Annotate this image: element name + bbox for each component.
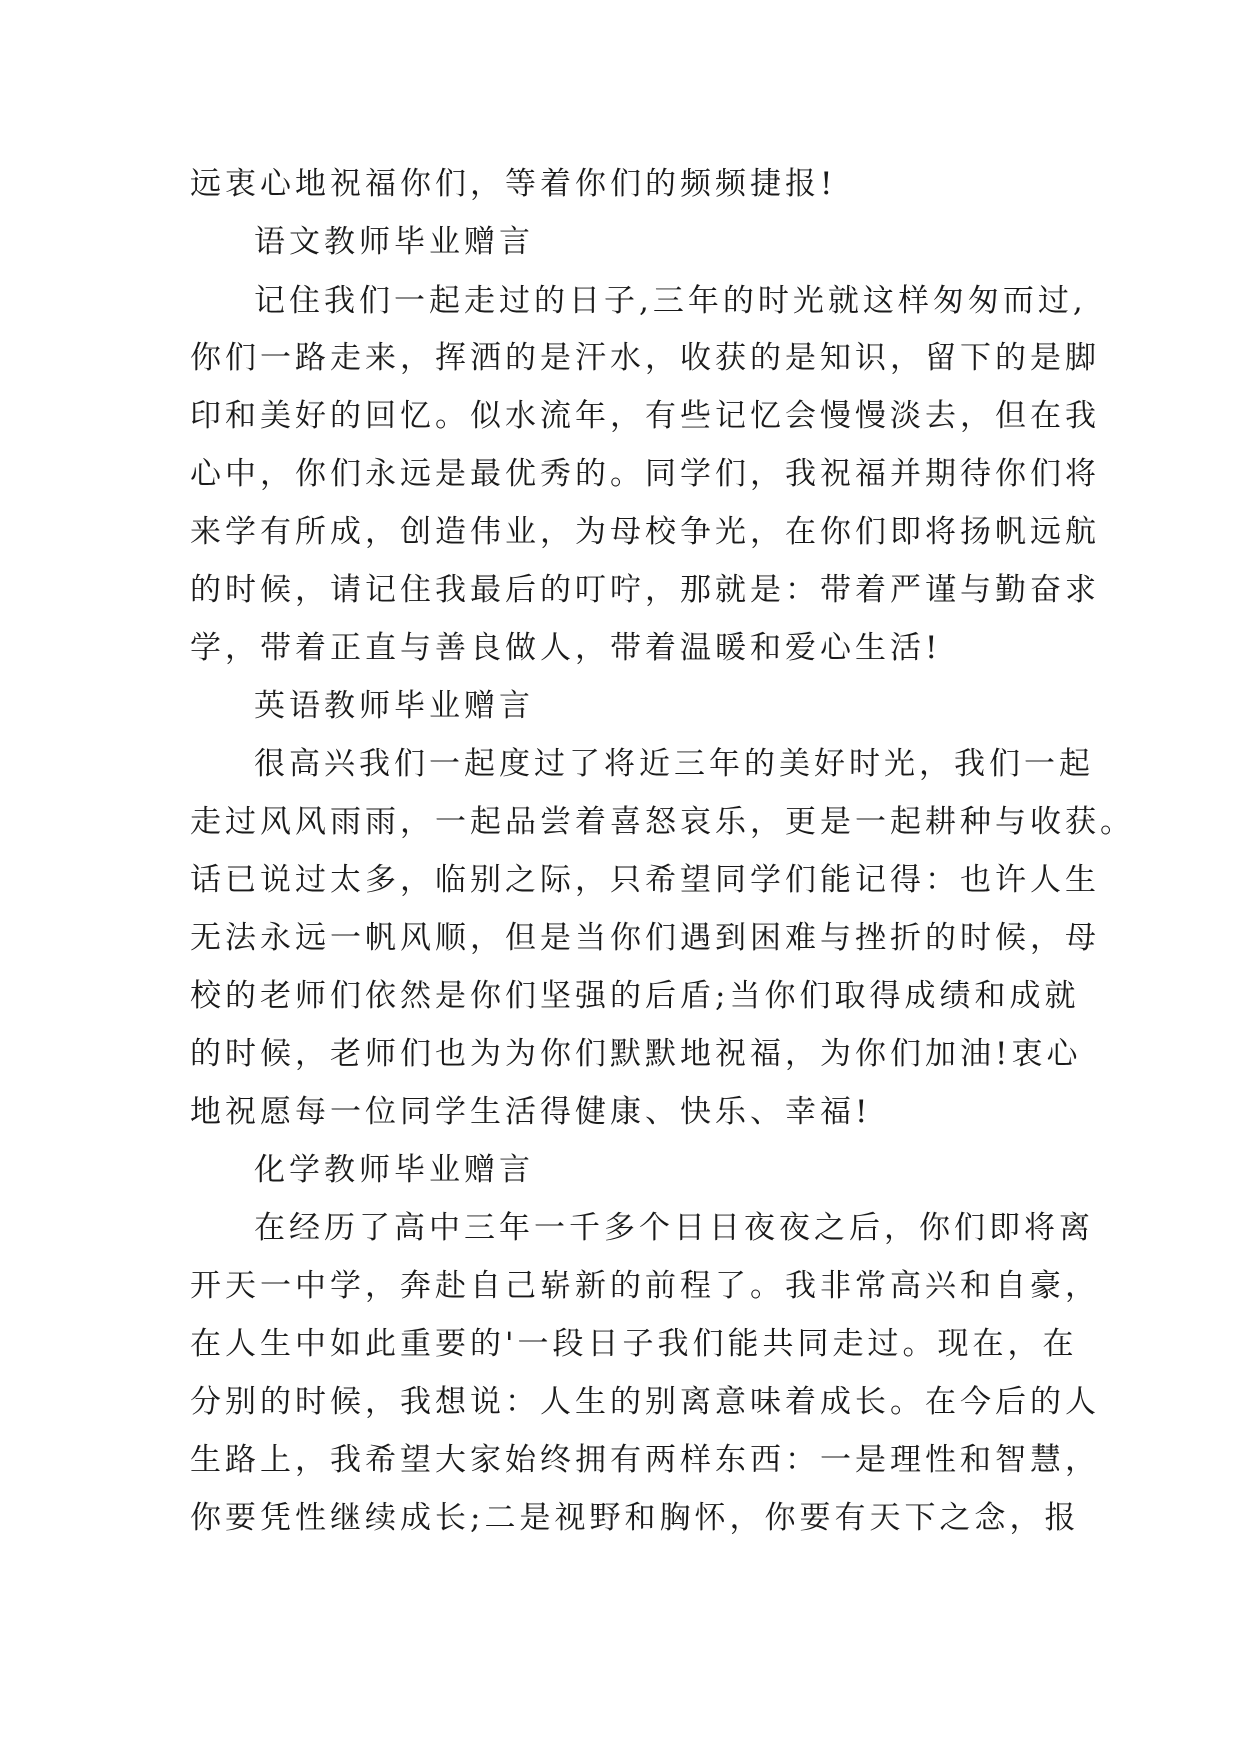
paragraph-line: 在人生中如此重要的'一段日子我们能共同走过。现在，在 (190, 1326, 1078, 1362)
paragraph-line: 学，带着正直与善良做人，带着温暖和爱心生活! (190, 630, 942, 666)
paragraph-line: 地祝愿每一位同学生活得健康、快乐、幸福! (190, 1094, 872, 1130)
paragraph-line: 心中，你们永远是最优秀的。同学们，我祝福并期待你们将 (190, 456, 1100, 492)
paragraph-line: 记住我们一起走过的日子,三年的时光就这样匆匆而过, (254, 283, 1087, 319)
paragraph-line: 你们一路走来，挥洒的是汗水，收获的是知识，留下的是脚 (190, 340, 1100, 376)
paragraph-line: 生路上，我希望大家始终拥有两样东西：一是理性和智慧， (190, 1442, 1100, 1478)
paragraph-line: 在经历了高中三年一千多个日日夜夜之后，你们即将离 (254, 1210, 1094, 1246)
paragraph-line: 你要凭性继续成长;二是视野和胸怀，你要有天下之念，报 (190, 1500, 1080, 1536)
paragraph-line: 开天一中学，奔赴自己崭新的前程了。我非常高兴和自豪， (190, 1268, 1100, 1304)
paragraph-line: 走过风风雨雨，一起品尝着喜怒哀乐，更是一起耕种与收获。 (190, 804, 1135, 840)
section-heading: 化学教师毕业赠言 (254, 1152, 534, 1188)
paragraph-line: 印和美好的回忆。似水流年，有些记忆会慢慢淡去，但在我 (190, 398, 1100, 434)
paragraph-line: 来学有所成，创造伟业，为母校争光，在你们即将扬帆远航 (190, 514, 1100, 550)
paragraph-line: 的时候，老师们也为为你们默默地祝福，为你们加油!衷心 (190, 1036, 1082, 1072)
paragraph-line: 校的老师们依然是你们坚强的后盾;当你们取得成绩和成就 (190, 978, 1080, 1014)
paragraph-line: 很高兴我们一起度过了将近三年的美好时光，我们一起 (254, 746, 1094, 782)
paragraph-line: 的时候，请记住我最后的叮咛，那就是：带着严谨与勤奋求 (190, 572, 1100, 608)
section-heading: 英语教师毕业赠言 (254, 688, 534, 724)
paragraph-line: 远衷心地祝福你们，等着你们的频频捷报! (190, 166, 837, 202)
section-heading: 语文教师毕业赠言 (254, 224, 534, 260)
paragraph-line: 话已说过太多，临别之际，只希望同学们能记得：也许人生 (190, 862, 1100, 898)
paragraph-line: 分别的时候，我想说：人生的别离意味着成长。在今后的人 (190, 1384, 1100, 1420)
paragraph-line: 无法永远一帆风顺，但是当你们遇到困难与挫折的时候，母 (190, 920, 1100, 956)
